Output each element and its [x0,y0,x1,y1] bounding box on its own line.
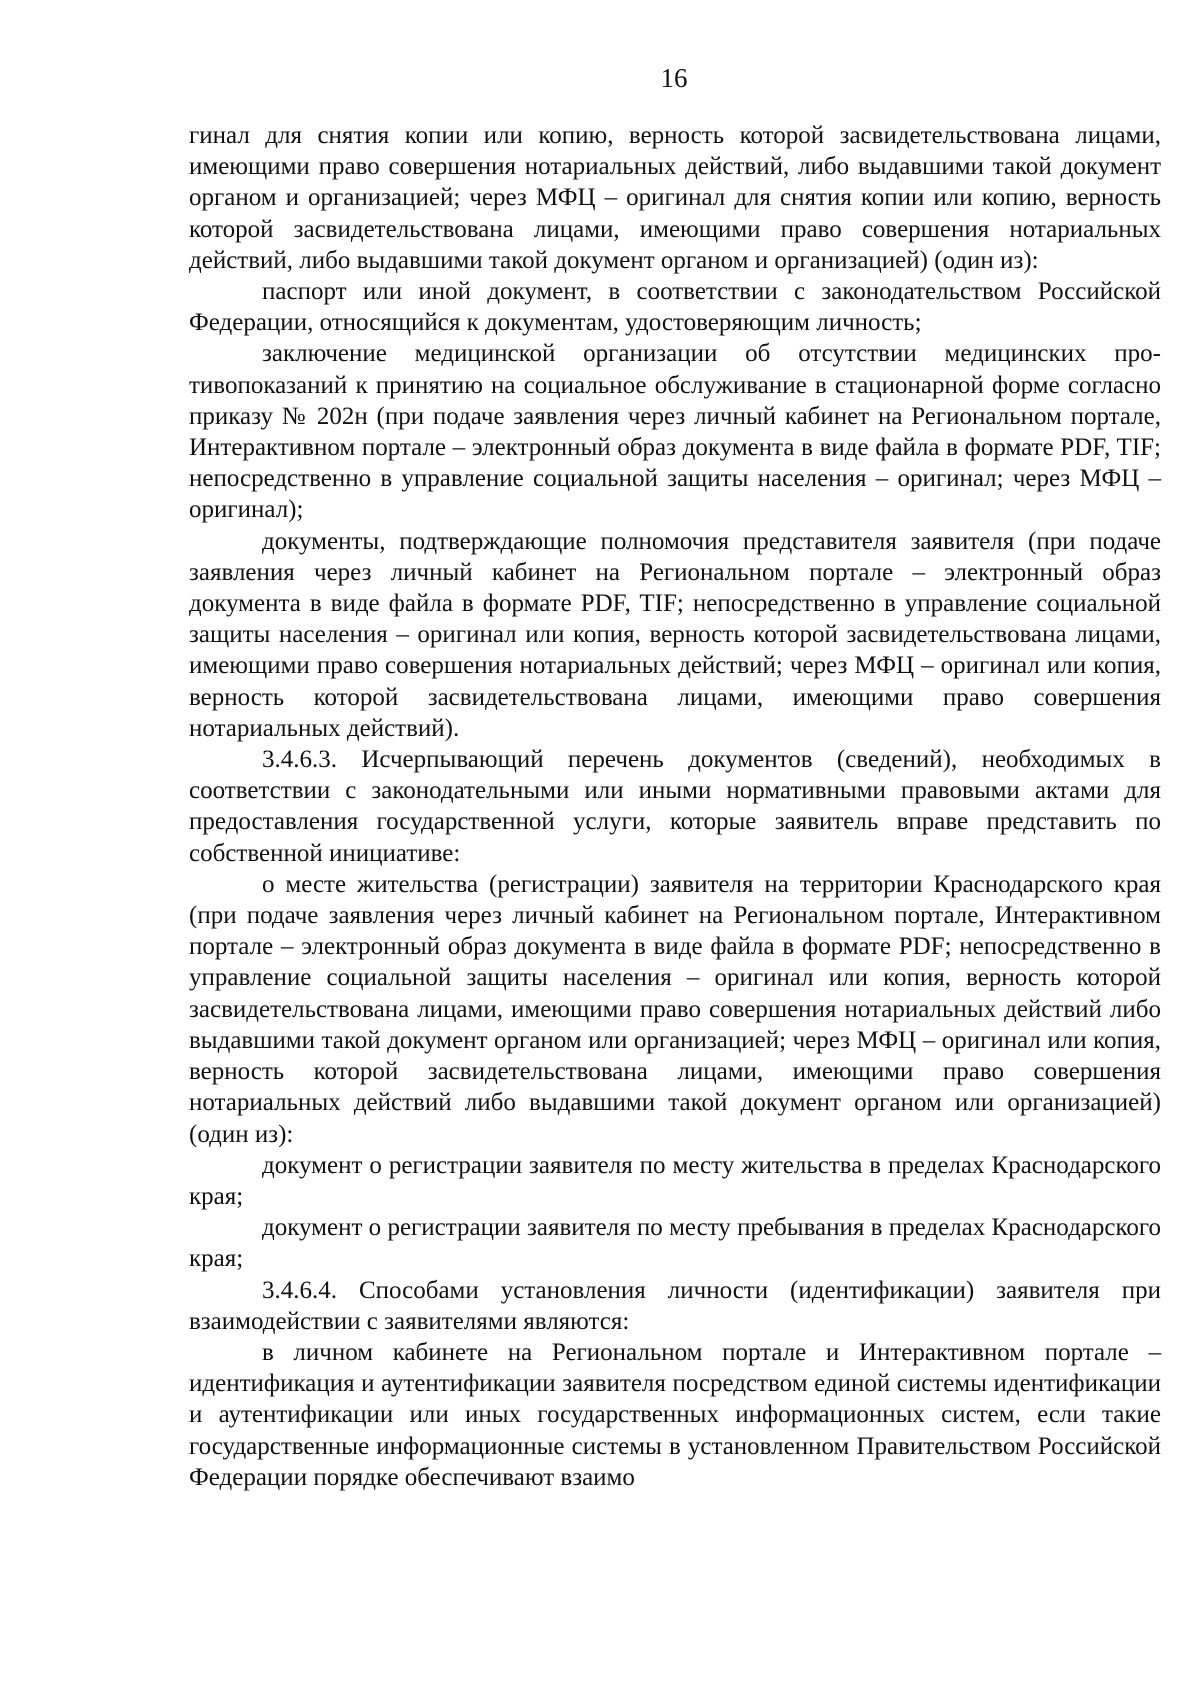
paragraph-personal-cabinet: в личном кабинете на Региональном портале и Интерактивном портале – идентификация и аутентификации заявителя посредством единой системы идентификации и аутентификации или иных государственных информационных систем, если такие государственные информационные системы в установленном Правительством Российской Федерации порядке обеспечивают взаимо [189,1338,1161,1491]
paragraph-registration-stay: документ о регистрации заявителя по месту пребывания в пределах Краснодарского края; [189,1214,1161,1273]
document-body [189,120,1161,1493]
page-number: 16 [660,63,688,93]
paragraph-registration-residence: документ о регистрации заявителя по месту жительства в пределах Краснодарского края; [189,1151,1161,1210]
paragraph-section-3-4-6-3: 3.4.6.3. Исчерпывающий перечень документов (сведений), необходимых в соответствии с законодательными или иными нормативными правовыми актами для предоставления государственной услуги, которые заявитель вправе представить по собственной инициативе: [189,746,1161,867]
paragraph-section-3-4-6-4: 3.4.6.4. Способами установления личности (идентификации) заявителя при взаимодействии с заявителями являются: [189,1276,1161,1335]
paragraph-representative-documents: документы, подтверждающие полномочия представителя заявителя (при подаче заявления через личный кабинет на Региональном портале – электронный образ документа в виде файла в формате PDF, TIF; непосредственно в управление социальной защиты населения – оригинал или копия, верность которой засвидетельствована лицами, имеющими право совершения нотариальных действий; через МФЦ – оригинал или копия, верность которой засвидетельствована лицами, имеющими право совершения нотариальных действий). [189,527,1161,742]
paragraph-continuation: гинал для снятия копии или копию, верность которой засвидетельствована лицами, имеющими право совершения нотариальных действий, либо выдавшими такой документ органом и организацией; через МФЦ – оригинал для снятия копии или копию, верность которой засвидетельствована лицами, имеющими право совершения нотариальных действий, либо выдавшими такой документ органом и организацией) (один из): [189,122,1161,274]
paragraph-place-of-residence: о месте жительства (регистрации) заявителя на территории Краснодарского края (при подаче заявления через личный кабинет на Региональном портале, Интерактивном портале – электронный образ документа в виде файла в формате PDF; непосредственно в управление социальной защиты населения – оригинал или копия, верность которой засвидетельствована лицами, имеющими право совершения нотариальных действий либо выдавшими такой документ органом или организацией; через МФЦ – оригинал или копия, верность которой засвидетельствована лицами, имеющими право совершения нотариальных действий либо выдавшими такой документ органом или организацией) (один из): [189,870,1161,1148]
paragraph-passport: паспорт или иной документ, в соответствии с законодательством Российской Федерации, относящийся к документам, удостоверяющим личность; [189,278,1161,337]
paragraph-medical-conclusion: заключение медицинской организации об отсутствии медицинских противопоказаний к принятию на социальное обслуживание в стационарной форме согласно приказу № 202н (при подаче заявления через личный кабинет на Региональном портале, Интерактивном портале – электронный образ документа в виде файла в формате PDF, TIF; непосредственно в управление социальной защиты населения – оригинал; через МФЦ – оригинал); [189,340,1161,524]
